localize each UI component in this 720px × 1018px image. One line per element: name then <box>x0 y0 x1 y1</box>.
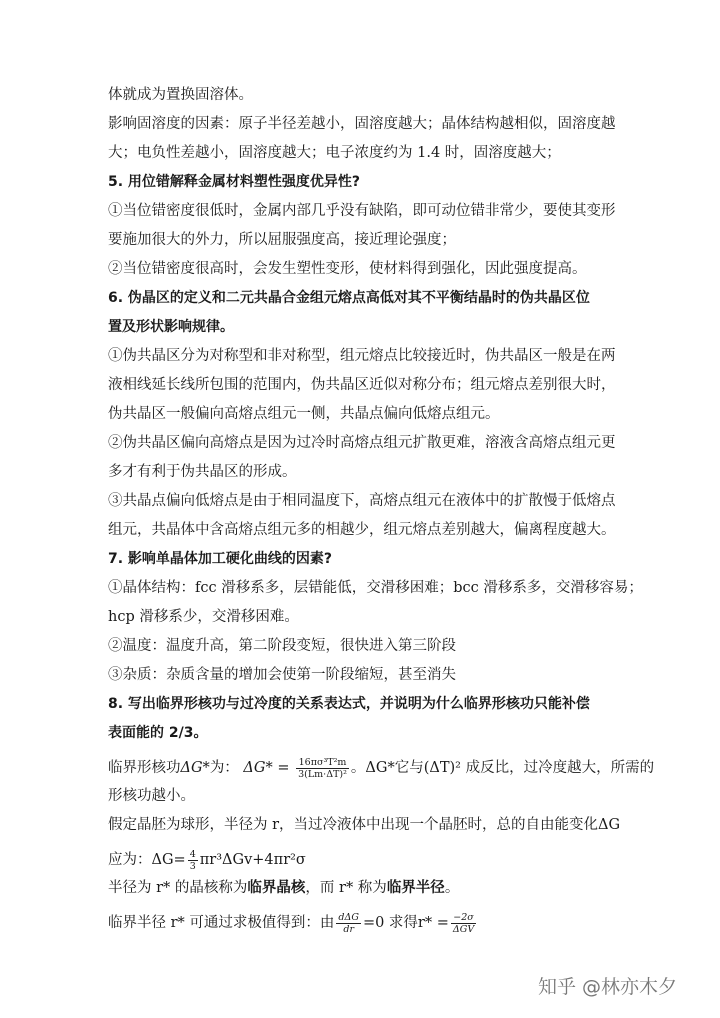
question-heading: 置及形状影响规律。 <box>108 319 234 335</box>
fraction-numerator: 16πσ³T²m <box>296 757 349 769</box>
formula-line-free-energy <box>108 843 618 877</box>
text-fragment: 临界形核功 <box>108 760 181 776</box>
text-line: 伪共晶区一般偏向高熔点组元一侧，共晶点偏向低熔点组元。 <box>108 406 500 422</box>
formula-line-critical-radius <box>108 906 618 940</box>
text-fragment: ，而 r* 称为 <box>305 880 387 896</box>
math-symbol: ΔG* <box>180 760 210 776</box>
document-body <box>108 84 655 940</box>
text-line: 组元，共晶体中含高熔点组元多的相越少，组元熔点差别越大，偏离程度越大。 <box>108 522 616 538</box>
question-heading: 表面能的 2/3。 <box>108 725 208 741</box>
text-line: 大；电负性差越小，固溶度越大；电子浓度约为 1.4 时，固溶度越大； <box>108 145 561 161</box>
fraction <box>336 912 361 935</box>
text-line: ②温度：温度升高，第二阶段变短，很快进入第三阶段 <box>108 638 456 654</box>
text-line: ③杂质：杂质含量的增加会使第一阶段缩短，甚至消失 <box>108 667 456 683</box>
text-fragment: 。 <box>444 880 460 896</box>
bold-term: 临界晶核 <box>247 880 306 896</box>
text-line: 影响固溶度的因素：原子半径差越小，固溶度越大；晶体结构越相似，固溶度越 <box>108 116 616 132</box>
text-fragment: 应为：ΔG= <box>108 852 186 868</box>
fraction-denominator: 3(Lm·ΔT)² <box>298 768 347 780</box>
fraction-denominator: dr <box>343 923 354 935</box>
fraction <box>188 849 198 872</box>
text-fragment: 临界半径 r* 可通过求极值得到：由 <box>108 915 335 931</box>
bold-term: 临界半径 <box>386 880 445 896</box>
text-line: 液相线延长线所包围的范围内，伪共晶区近似对称分布；组元熔点差别很大时， <box>108 377 616 393</box>
fraction-denominator: ΔGV <box>452 923 475 935</box>
fraction-numerator: 4 <box>189 848 196 860</box>
text-fragment: πr³ΔGv+4πr²σ <box>199 852 306 868</box>
watermark: 知乎 @林亦木夕 <box>538 976 678 998</box>
formula-line-critical-work <box>108 751 655 785</box>
text-line: 体就成为置换固溶体。 <box>108 87 253 103</box>
text-line: ①晶体结构：fcc 滑移系多，层错能低，交滑移困难；bcc 滑移系多，交滑移容易； <box>108 580 643 596</box>
text-line: ③共晶点偏向低熔点是由于相同温度下，高熔点组元在液体中的扩散慢于低熔点 <box>108 493 616 509</box>
text-line: hcp 滑移系少，交滑移困难。 <box>108 609 299 625</box>
fraction <box>451 912 476 935</box>
text-line: 要施加很大的外力，所以屈服强度高，接近理论强度； <box>108 232 456 248</box>
text-line: 假定晶胚为球形，半径为 r，当过冷液体中出现一个晶胚时，总的自由能变化ΔG <box>108 817 621 833</box>
text-fragment: 半径为 r* 的晶核称为 <box>108 880 248 896</box>
text-line: ②当位错密度很高时，会发生塑性变形，使材料得到强化，因此强度提高。 <box>108 261 587 277</box>
text-line: ①当位错密度很低时，金属内部几乎没有缺陷，即可动位错非常少，要使其变形 <box>108 203 616 219</box>
math-symbol: ΔG* = <box>243 760 290 776</box>
text-line-critical-nucleus <box>108 877 618 899</box>
text-fragment: =0 求得r* = <box>362 915 449 931</box>
text-line: ①伪共晶区分为对称型和非对称型，组元熔点比较接近时，伪共晶区一般是在两 <box>108 348 616 364</box>
text-fragment: 。ΔG*它与(ΔT)² 成反比，过冷度越大，所需的 <box>350 760 655 776</box>
text-line: 多才有利于伪共晶区的形成。 <box>108 464 297 480</box>
fraction-numerator: −2σ <box>451 912 476 924</box>
fraction <box>296 757 349 780</box>
fraction-numerator: dΔG <box>338 911 359 923</box>
question-heading: 5. 用位错解释金属材料塑性强度优异性? <box>108 174 361 190</box>
text-line: 形核功越小。 <box>108 788 195 804</box>
question-heading: 8. 写出临界形核功与过冷度的关系表达式，并说明为什么临界形核功只能补偿 <box>108 696 590 712</box>
fraction-denominator: 3 <box>189 860 196 872</box>
text-line: ②伪共晶区偏向高熔点是因为过冷时高熔点组元扩散更难，溶液含高熔点组元更 <box>108 435 616 451</box>
question-heading: 6. 伪晶区的定义和二元共晶合金组元熔点高低对其不平衡结晶时的伪共晶区位 <box>108 290 590 306</box>
question-heading: 7. 影响单晶体加工硬化曲线的因素? <box>108 551 333 567</box>
text-fragment: 为： <box>209 760 239 776</box>
